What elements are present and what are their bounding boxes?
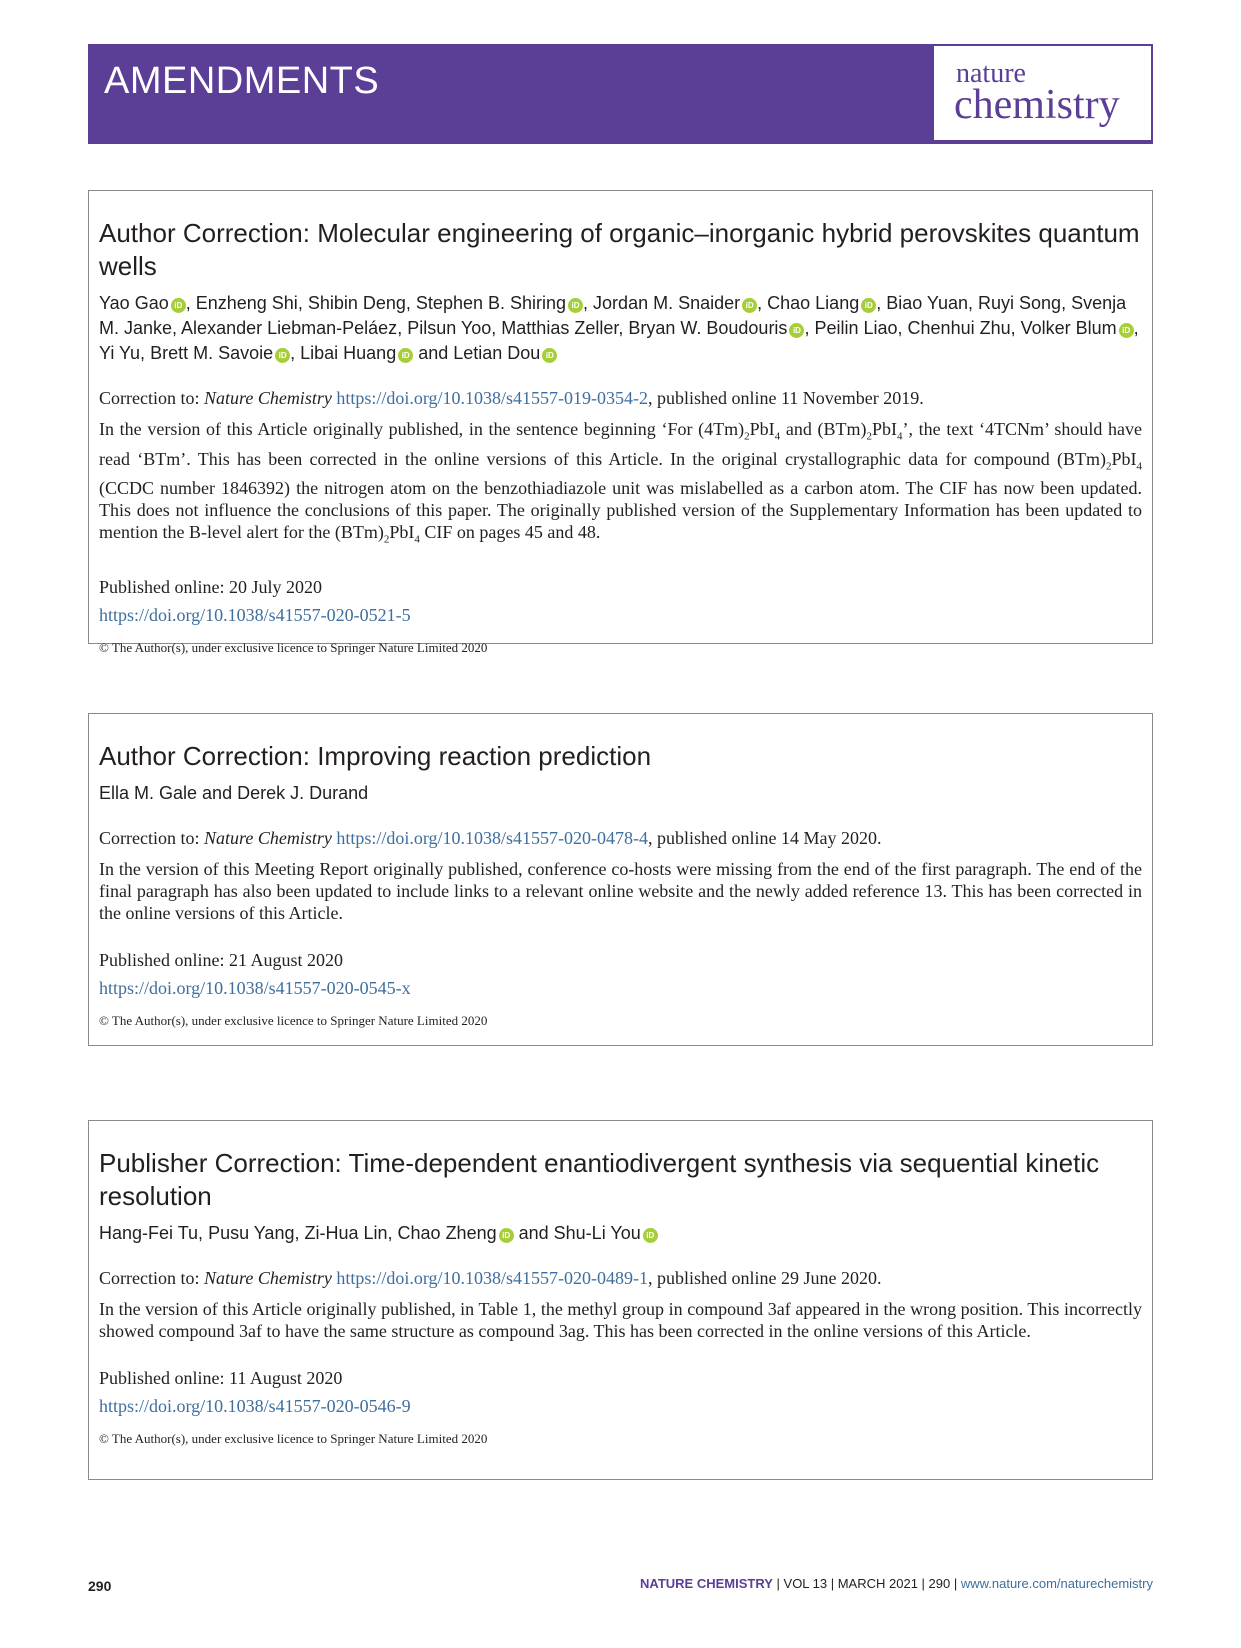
- correction-to-line: [99, 1266, 1142, 1290]
- orcid-icon[interactable]: iD: [171, 298, 186, 313]
- author-name: Derek J. Durand: [237, 783, 369, 803]
- author-separator: ,: [140, 343, 151, 363]
- author-separator: ,: [294, 1223, 305, 1243]
- author-list: [99, 291, 1142, 366]
- original-published-date: , published online 14 May 2020.: [647, 828, 882, 848]
- author-list: [99, 781, 1142, 806]
- correction-doi-link[interactable]: https://doi.org/10.1038/s41557-020-0521-5: [99, 604, 411, 625]
- original-doi-link[interactable]: https://doi.org/10.1038/s41557-020-0489-1: [336, 1268, 648, 1288]
- author-separator: ,: [198, 1223, 209, 1243]
- author-separator: ,: [290, 343, 301, 363]
- author-name: Libai Huang: [300, 343, 397, 363]
- footer-journal-info: [640, 1576, 1153, 1591]
- author-separator: ,: [804, 318, 815, 338]
- author-separator: ,: [297, 293, 308, 313]
- correction-title: Publisher Correction: Time-dependent enantiodivergent synthesis via sequential kinetic resolution: [99, 1148, 1100, 1211]
- section-title: AMENDMENTS: [104, 60, 380, 102]
- author-name: Ruyi Song: [978, 293, 1062, 313]
- correction-text: In the version of this Meeting Report originally published, conference co-hosts were missing from the end of the first paragraph. The end of the final paragraph has also been updated to include links to a relevant online website and the newly added reference 13. This has been corrected in the online versions of this Article.: [99, 859, 1142, 923]
- author-separator: ,: [618, 318, 629, 338]
- published-online-date: Published online: 20 July 2020: [99, 576, 323, 597]
- author-name: Ella M. Gale: [99, 783, 198, 803]
- author-name: Alexander Liebman-Peláez: [181, 318, 398, 338]
- original-doi-link[interactable]: https://doi.org/10.1038/s41557-020-0478-4: [336, 828, 648, 848]
- author-name: Shu-Li You: [553, 1223, 641, 1243]
- correction-prefix: Correction to:: [99, 1268, 204, 1288]
- orcid-icon[interactable]: iD: [861, 298, 876, 313]
- author-name: Chao Zheng: [397, 1223, 497, 1243]
- footer-journal-name: NATURE CHEMISTRY: [640, 1576, 773, 1591]
- author-separator: ,: [405, 293, 416, 313]
- author-separator: ,: [387, 1223, 398, 1243]
- correction-doi-link[interactable]: https://doi.org/10.1038/s41557-020-0545-x: [99, 978, 411, 998]
- author-name: Bryan W. Boudouris: [628, 318, 788, 338]
- journal-name: Nature Chemistry: [203, 1268, 332, 1288]
- author-separator: and: [513, 1223, 554, 1243]
- author-separator: ,: [1010, 318, 1021, 338]
- author-name: Zi-Hua Lin: [304, 1223, 388, 1243]
- author-separator: and: [413, 343, 454, 363]
- author-separator: ,: [397, 318, 408, 338]
- author-name: Jordan M. Snaider: [593, 293, 741, 313]
- footer-website-link[interactable]: www.nature.com/naturechemistry: [960, 1576, 1153, 1591]
- correction-text: In the version of this Article originally published, in the sentence beginning ‘For $(4Tm)_2PbI_4$ and $(BTm)_2PbI_4$’, the text ‘4TCNm’ should have read ‘BTm’. This has been corrected in the online versions of this Article. In the original crystallographic data for compound $(BTm)_2PbI_4$ (CCDC number 1846392) the nitrogen atom on the benzothiadiazole unit was mislabelled as a carbon atom. The CIF has now been updated. This does not influence the conclusions of this paper. The originally published version of the Supplementary Information has been updated to mention the B-level alert for the $(BTm)_2PbI_4$ CIF on pages 45 and 48.: [99, 419, 1142, 546]
- author-name: Letian Dou: [453, 343, 541, 363]
- author-name: Chao Liang: [767, 293, 860, 313]
- orcid-icon[interactable]: iD: [499, 1228, 514, 1243]
- author-separator: ,: [1061, 293, 1072, 313]
- orcid-icon[interactable]: iD: [398, 348, 413, 363]
- journal-name: Nature Chemistry: [203, 388, 332, 408]
- copyright-notice: © The Author(s), under exclusive licence to Springer Nature Limited 2020: [99, 1431, 488, 1446]
- author-separator: ,: [172, 318, 182, 338]
- correction-notice: [88, 1120, 1153, 1480]
- correction-notice: [88, 190, 1153, 655]
- orcid-icon[interactable]: iD: [542, 348, 557, 363]
- author-separator: ,: [185, 293, 196, 313]
- author-separator: ,: [757, 293, 768, 313]
- orcid-icon[interactable]: iD: [742, 298, 757, 313]
- author-name: Peilin Liao: [814, 318, 898, 338]
- original-doi-link[interactable]: https://doi.org/10.1038/s41557-019-0354-2: [336, 388, 648, 408]
- journal-name: Nature Chemistry: [203, 828, 332, 848]
- author-name: Yi Yu: [99, 343, 141, 363]
- author-name: Matthias Zeller: [501, 318, 619, 338]
- orcid-icon[interactable]: iD: [1119, 323, 1134, 338]
- author-name: Yao Gao: [99, 293, 169, 313]
- author-separator: ,: [876, 293, 887, 313]
- correction-title: Author Correction: Improving reaction prediction: [99, 741, 652, 771]
- published-online-date: Published online: 11 August 2020: [99, 1368, 343, 1388]
- correction-prefix: Correction to:: [99, 828, 204, 848]
- correction-text: In the version of this Article originally published, in Table 1, the methyl group in compound 3af appeared in the wrong position. This incorrectly showed compound 3af to have the same structure as compound 3ag. This has been corrected in the online versions of this Article.: [99, 1299, 1142, 1341]
- author-name: Svenja M. Janke: [99, 293, 1127, 338]
- copyright-notice: © The Author(s), under exclusive licence to Springer Nature Limited 2020: [99, 1013, 488, 1028]
- author-separator: and: [197, 783, 238, 803]
- author-separator: ,: [1133, 318, 1139, 338]
- author-name: Volker Blum: [1020, 318, 1117, 338]
- correction-to-line: [99, 826, 1142, 850]
- published-online-date: Published online: 21 August 2020: [99, 950, 344, 970]
- logo-line-nature: nature: [956, 58, 1026, 89]
- author-separator: ,: [491, 318, 502, 338]
- orcid-icon[interactable]: iD: [275, 348, 290, 363]
- correction-prefix: Correction to:: [99, 388, 204, 408]
- author-name: Shibin Deng: [307, 293, 406, 313]
- footer-issue: | VOL 13 | MARCH 2021 | 290 |: [772, 1576, 961, 1591]
- author-name: Hang-Fei Tu: [99, 1223, 199, 1243]
- author-separator: ,: [897, 318, 908, 338]
- author-name: Chenhui Zhu: [907, 318, 1011, 338]
- journal-logo: [934, 46, 1151, 140]
- logo-line-chemistry: chemistry: [954, 82, 1120, 128]
- correction-notice: [88, 713, 1153, 1046]
- original-published-date: , published online 11 November 2019.: [647, 388, 924, 408]
- author-name: Brett M. Savoie: [150, 343, 274, 363]
- author-name: Pilsun Yoo: [407, 318, 492, 338]
- orcid-icon[interactable]: iD: [643, 1228, 658, 1243]
- page-number: 290: [88, 1578, 112, 1594]
- author-name: Stephen B. Shiring: [415, 293, 567, 313]
- orcid-icon[interactable]: iD: [568, 298, 583, 313]
- author-name: Enzheng Shi: [195, 293, 298, 313]
- original-published-date: , published online 29 June 2020.: [647, 1268, 882, 1288]
- author-separator: ,: [967, 293, 978, 313]
- author-name: Pusu Yang: [208, 1223, 295, 1243]
- orcid-icon[interactable]: iD: [789, 323, 804, 338]
- author-list: [99, 1221, 1142, 1246]
- correction-doi-link[interactable]: https://doi.org/10.1038/s41557-020-0546-9: [99, 1396, 411, 1416]
- correction-to-line: [99, 386, 1142, 410]
- header-banner: [88, 44, 1153, 144]
- author-name: Biao Yuan: [886, 293, 968, 313]
- correction-title: Author Correction: Molecular engineering of organic–inorganic hybrid perovskites quantum wells: [99, 218, 1140, 281]
- author-separator: ,: [583, 293, 594, 313]
- copyright-notice: © The Author(s), under exclusive licence to Springer Nature Limited 2020: [99, 639, 488, 655]
